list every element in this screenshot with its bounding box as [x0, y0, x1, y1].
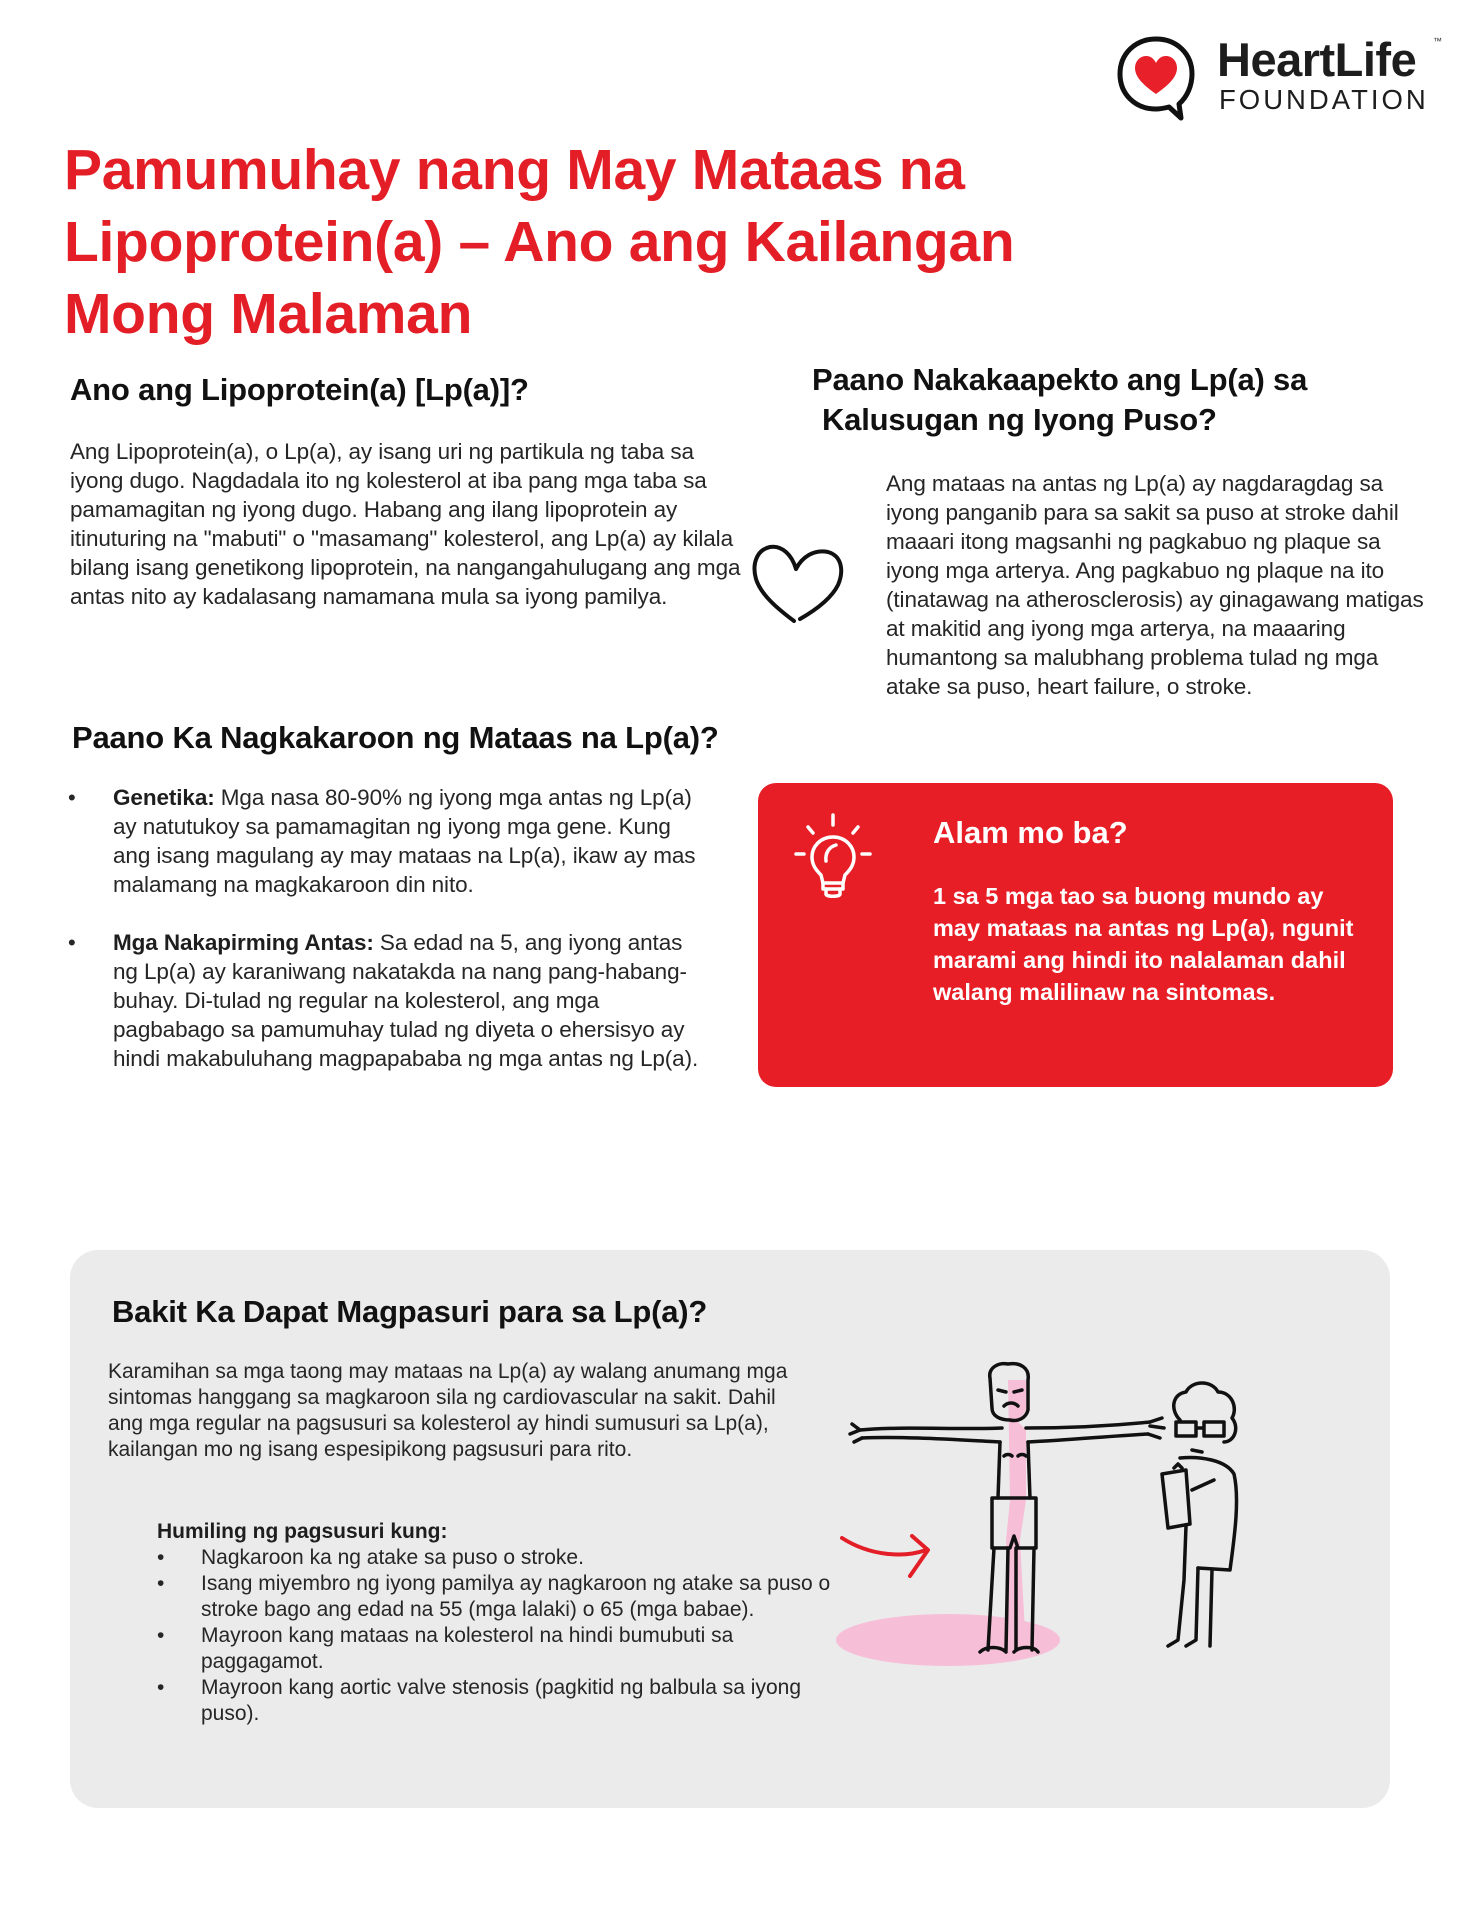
list-item-text: Isang miyembro ng iyong pamilya ay nagkaroon ng atake sa puso o stroke bago ang edad na 55 (mga lalaki) o 65 (mga babae). [201, 1572, 831, 1621]
callout-body: 1 sa 5 mga tao sa buong mundo ay may mataas na antas ng Lp(a), ngunit marami ang hindi ito nalalaman dahil walang malilinaw na sintomas. [933, 883, 1354, 1005]
section-body-heart-effect: Ang mataas na antas ng Lp(a) ay nagdaragdag sa iyong panganib para sa sakit sa puso at stroke dahil maaari itong magsanhi ng pagkabuo ng plaque sa iyong mga arterya. Ang pagkabuo ng plaque na ito (tinatawag na atherosclerosis) ay ginagawang matigas at makitid ang iyong mga arterya, na maaaring humantong sa malubhang problema tulad ng mga atake sa puso, heart failure, o stroke. [886, 471, 1424, 699]
patient-and-doctor-illustration [830, 1350, 1250, 1700]
heart-speech-bubble-icon [1115, 34, 1197, 122]
brand-subtitle: FOUNDATION [1219, 84, 1429, 115]
list-item [157, 1675, 837, 1727]
bullet-text: Mga nasa 80-90% ng iyong mga antas ng Lp(a) ay natutukoy sa pamamagitan ng iyong mga gene. Kung ang isang magulang ay may mataas na Lp(a), ikaw ay mas malamang na magkakaroon din nito. [113, 785, 696, 897]
heart-outline-icon [748, 535, 848, 627]
page-title [64, 134, 1164, 350]
list-item-text: Mayroon kang aortic valve stenosis (pagkitid ng balbula sa iyong puso). [201, 1676, 802, 1725]
list-item [157, 1545, 837, 1571]
list-item-text: Mayroon kang mataas na kolesterol na hindi bumubuti sa paggagamot. [201, 1624, 734, 1673]
list-item [157, 1623, 837, 1675]
bullet-marker: • [157, 1546, 165, 1569]
section-heading-what-is-lpa: Ano ang Lipoprotein(a) [Lp(a)]? [70, 372, 529, 407]
title-line: Lipoprotein(a) – Ano ang Kailangan [64, 210, 1015, 274]
section-heading-testing: Bakit Ka Dapat Magpasuri para sa Lp(a)? [112, 1294, 708, 1329]
bullet-marker: • [68, 930, 76, 955]
section-heading-causes: Paano Ka Nagkakaroon ng Mataas na Lp(a)? [72, 720, 719, 755]
bullet-label: Genetika: [113, 785, 215, 810]
callout-title: Alam mo ba? [933, 815, 1128, 850]
did-you-know-callout [758, 783, 1393, 1087]
title-line: Pamumuhay nang May Mataas na [64, 138, 965, 202]
causes-list [68, 783, 708, 1102]
heading-line: Kalusugan ng Iyong Puso? [822, 402, 1217, 437]
bullet-label: Mga Nakapirming Antas: [113, 930, 374, 955]
section-body-testing: Karamihan sa mga taong may mataas na Lp(a) ay walang anumang mga sintomas hanggang sa magkaroon sila ng cardiovascular na sakit. Dahil ang mga regular na pagsusuri sa kolesterol ay hindi sumusuri sa Lp(a), kailangan mo ng isang espesipikong pagsusuri para rito. [108, 1360, 788, 1461]
heartlife-logo [1115, 34, 1445, 124]
testing-subheading: Humiling ng pagsusuri kung: [157, 1520, 448, 1543]
trademark-symbol: ™ [1433, 36, 1442, 46]
bullet-marker: • [157, 1624, 165, 1647]
bullet-marker: • [68, 785, 76, 810]
lightbulb-icon [788, 809, 878, 909]
list-item [68, 783, 708, 899]
bullet-marker: • [157, 1676, 165, 1699]
section-heading-heart-effect [812, 360, 1432, 440]
brand-name: HeartLife [1217, 33, 1417, 86]
bullet-text: Sa edad na 5, ang iyong antas ng Lp(a) ay karaniwang nakatakda na nang pang-habang-buhay. Di-tulad ng regular na kolesterol, ang mga pagbabago sa pamumuhay tulad ng diyeta o ehersisyo ay hindi makabuluhang magpapababa ng mga antas ng Lp(a). [113, 930, 699, 1071]
testing-panel [70, 1250, 1390, 1808]
heading-line: Paano Nakakaapekto ang Lp(a) sa [812, 362, 1308, 397]
bullet-marker: • [157, 1572, 165, 1595]
title-line: Mong Malaman [64, 282, 473, 346]
list-item-text: Nagkaroon ka ng atake sa puso o stroke. [201, 1546, 584, 1569]
testing-criteria-list [157, 1545, 837, 1727]
list-item [157, 1571, 837, 1623]
list-item [68, 928, 708, 1073]
section-body-what-is-lpa: Ang Lipoprotein(a), o Lp(a), ay isang uri ng partikula ng taba sa iyong dugo. Nagdadala ito ng kolesterol at iba pang mga taba sa pamamagitan ng iyong dugo. Habang ang ilang lipoprotein ay itinuturing na "mabuti" o "masamang" kolesterol, ang Lp(a) ay kilala bilang isang genetikong lipoprotein, na nangangahulugang ang mga antas nito ay kadalasang namamana mula sa iyong pamilya. [70, 439, 741, 609]
